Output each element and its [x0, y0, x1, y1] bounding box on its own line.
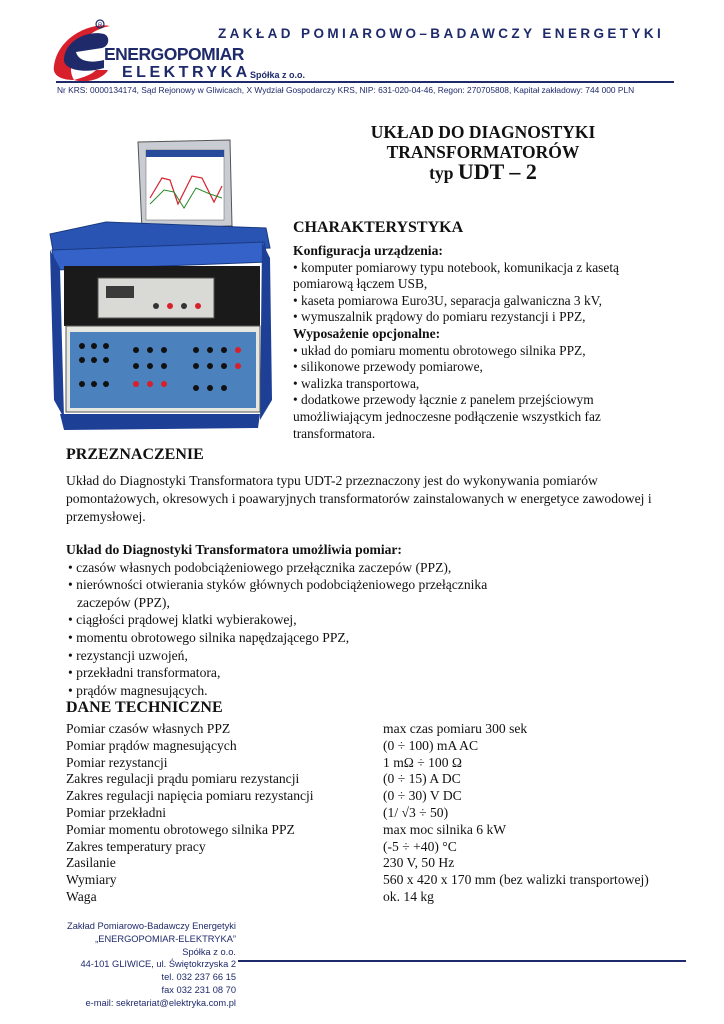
footer-divider: [238, 960, 686, 962]
spec-key: Zakres regulacji napięcia pomiaru rezystancji: [66, 788, 314, 804]
list-item: • komputer pomiarowy typu notebook, komunikacja z kasetą: [293, 259, 619, 275]
svg-text:R: R: [98, 23, 103, 29]
title-model: UDT – 2: [457, 159, 537, 184]
charakterystyka-heading: CHARAKTERYSTYKA: [293, 219, 464, 236]
spec-key: Zakres temperatury pracy: [66, 838, 206, 854]
header-divider: [56, 81, 674, 83]
footer-line: 44-101 GLIWICE, ul. Świętokrzyska 2: [80, 959, 236, 970]
list-item: transformatora.: [293, 425, 376, 441]
footer-line: tel. 032 237 66 15: [161, 972, 236, 983]
title-line-2: TRANSFORMATORÓW: [386, 142, 580, 162]
spec-key: Pomiar czasów własnych PPZ: [66, 721, 231, 736]
list-item: • kaseta pomiarowa Euro3U, separacja galwaniczna 3 kV,: [293, 292, 602, 308]
spec-value: ok. 14 kg: [383, 888, 434, 904]
footer-email: e-mail: sekretariat@elektryka.com.pl: [85, 997, 236, 1008]
document-title: [290, 122, 676, 183]
registration-info: Nr KRS: 0000134174, Sąd Rejonowy w Gliwicach, X Wydział Gospodarczy KRS, NIP: 631-020-04-46, Regon: 270705808, Kapitał zakładowy: 744 000 PLN: [57, 85, 635, 95]
spec-value: (0 ÷ 30) V DC: [383, 788, 462, 804]
list-item: • walizka transportowa,: [293, 375, 420, 391]
pomiar-list: [66, 541, 676, 699]
footer-address: [56, 920, 236, 1010]
list-item: • układ do pomiaru momentu obrotowego silnika PPZ,: [293, 342, 586, 358]
table-row: [66, 872, 686, 889]
spec-value: 1 mΩ ÷ 100 Ω: [383, 754, 463, 770]
table-row: [66, 738, 686, 755]
list-item: • prądów magnesujących.: [68, 682, 208, 698]
table-row: [66, 771, 686, 788]
list-item: • dodatkowe przewody łącznie z panelem przejściowym: [293, 392, 594, 408]
list-item: • wymuszalnik prądowy do pomiaru rezystancji i PPZ,: [293, 309, 586, 325]
spec-key: Zasilanie: [66, 855, 116, 871]
spec-value: max moc silnika 6 kW: [383, 821, 507, 837]
list-item: • nierówności otwierania styków głównych podobciążeniowego przełącznika: [68, 577, 488, 593]
spec-value: (1/ √3 ÷ 50): [383, 804, 449, 820]
list-item: • momentu obrotowego silnika napędzającego PPZ,: [68, 629, 350, 645]
table-row: [66, 721, 686, 738]
spec-value: (0 ÷ 15) A DC: [383, 771, 461, 787]
logo-brand-text: ENERGOPOMIAR: [104, 44, 244, 64]
optional-heading: Wyposażenie opcjonalne:: [293, 325, 441, 341]
footer-line: Spółka z o.o.: [182, 946, 236, 957]
spec-value: 560 x 420 x 170 mm (bez walizki transportowej): [383, 872, 649, 888]
spec-key: Pomiar prądów magnesujących: [66, 737, 237, 753]
table-row: [66, 855, 686, 872]
spec-value: (0 ÷ 100) mA AC: [383, 737, 479, 753]
list-item: • ciągłości prądowej klatki wybierakowej,: [68, 612, 297, 628]
footer-line: Zakład Pomiarowo-Badawczy Energetyki: [67, 921, 236, 931]
footer-line: fax 032 231 08 70: [161, 984, 236, 995]
list-item: pomiarową łączem USB,: [293, 276, 428, 292]
table-row: [66, 788, 686, 805]
list-item: umożliwiającym jednoczesne podłączenie wszystkich faz: [293, 408, 601, 424]
spec-value: (-5 ÷ +40) °C: [383, 838, 457, 854]
device-photo: [46, 138, 274, 438]
list-item: • silikonowe przewody pomiarowe,: [293, 359, 483, 375]
title-line-1: UKŁAD DO DIAGNOSTYKI: [370, 122, 596, 142]
spec-key: Pomiar przekładni: [66, 804, 167, 820]
table-row: [66, 822, 686, 839]
config-heading: Konfiguracja urządzenia:: [293, 243, 443, 258]
spec-key: Waga: [66, 888, 97, 904]
table-row: [66, 805, 686, 822]
list-item: zaczepów (PPZ),: [77, 594, 170, 610]
spec-key: Pomiar momentu obrotowego silnika PPZ: [66, 821, 295, 837]
list-item: • rezystancji uzwojeń,: [68, 647, 188, 663]
footer-line: „ENERGOPOMIAR-ELEKTRYKA”: [95, 933, 236, 944]
list-item: • przekładni transformatora,: [68, 665, 221, 681]
charakterystyka-list: [293, 243, 693, 442]
przeznaczenie-heading: PRZEZNACZENIE: [66, 446, 204, 463]
table-row: [66, 889, 686, 906]
title-line-3: [290, 159, 676, 184]
spec-key: Zakres regulacji prądu pomiaru rezystancji: [66, 771, 300, 787]
spec-key: Pomiar rezystancji: [66, 754, 168, 770]
spec-value: max czas pomiaru 300 sek: [383, 721, 528, 736]
przeznaczenie-paragraph: Układ do Diagnostyki Transformatora typu UDT-2 przeznaczony jest do wykonywania pomiarów pomontażowych, okresowych i poawaryjnych transformatorów zainstalowanych w energetyce zawodowej i przemysłowej.: [66, 473, 652, 524]
table-row: [66, 839, 686, 856]
company-name: ZAKŁAD POMIAROWO–BADAWCZY ENERGETYKI: [218, 26, 665, 41]
pomiar-heading: Układ do Diagnostyki Transformatora umożliwia pomiar:: [66, 542, 402, 557]
spec-value: 230 V, 50 Hz: [383, 855, 455, 871]
title-type-prefix: typ: [429, 163, 454, 183]
tech-data-table: [66, 721, 686, 906]
logo-sub-text: ELEKTRYKA: [122, 64, 251, 81]
list-item: • czasów własnych podobciążeniowego przełącznika zaczepów (PPZ),: [68, 559, 452, 575]
logo-company-form: Spółka z o.o.: [250, 70, 306, 80]
dane-heading: DANE TECHNICZNE: [66, 699, 223, 716]
spec-key: Wymiary: [66, 872, 117, 888]
table-row: [66, 755, 686, 772]
